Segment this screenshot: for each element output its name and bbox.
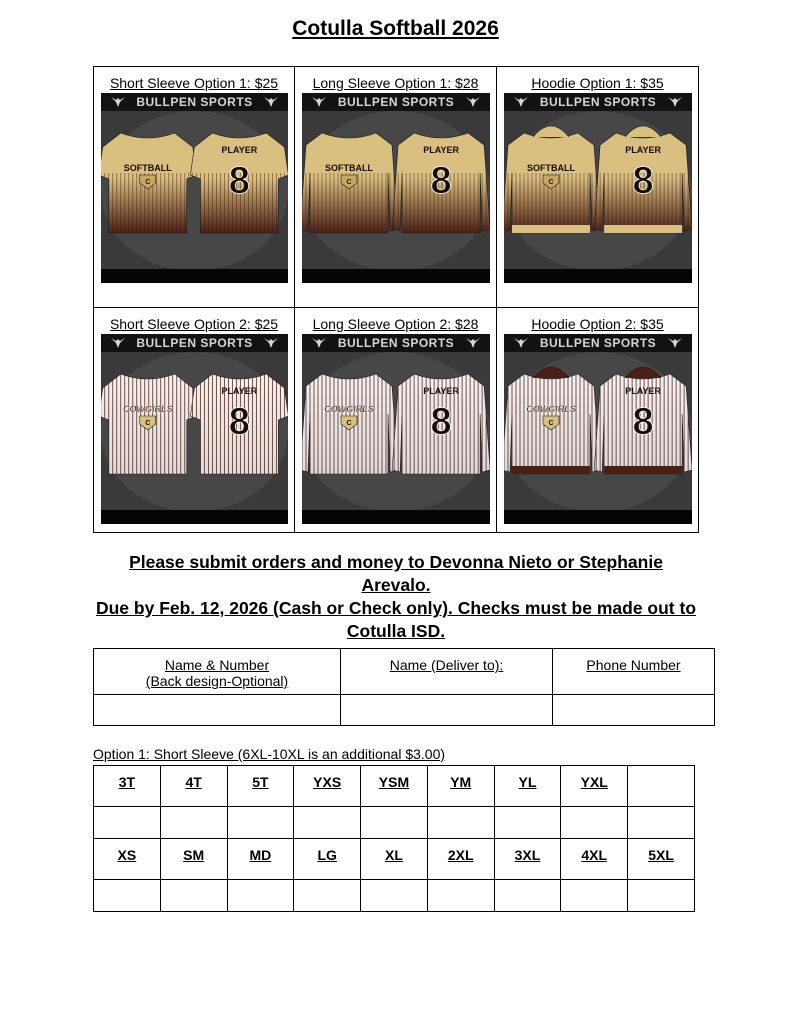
size-header: YXS [294,766,361,807]
brand-name: BULLPEN SPORTS [136,95,253,109]
mockup-footer-bar [101,510,288,524]
quantity-field[interactable] [294,880,361,912]
product-cell [295,67,497,308]
bird-logo-icon [264,337,278,349]
quantity-field[interactable] [361,880,428,912]
name-number-header: Name & Number (Back design-Optional) [94,649,341,695]
back-player-number: 8 [430,160,452,202]
product-mockup-image [504,93,692,283]
front-letter: C [548,179,554,186]
product-label: Short Sleeve Option 1: $25 [109,75,279,91]
garment-illustration [101,352,288,510]
mockup-footer-bar [504,269,692,283]
size-header: 4T [160,766,227,807]
bird-logo-icon [111,96,125,108]
name-number-field[interactable] [94,695,341,726]
product-label: Hoodie Option 1: $35 [531,75,664,91]
bird-logo-icon [312,337,326,349]
size-header: 5T [227,766,294,807]
brand-name: BULLPEN SPORTS [539,95,657,109]
front-chest-text: SOFTBALL [325,163,373,173]
quantity-field[interactable] [561,880,628,912]
quantity-field[interactable] [160,880,227,912]
size-header [628,766,695,807]
size-header: 3T [94,766,161,807]
phone-number-field[interactable] [553,695,715,726]
bird-logo-icon [514,337,528,349]
garment-illustration [504,111,692,269]
quantity-field[interactable] [427,807,494,839]
product-cell [295,308,497,532]
front-chest-text: SOFTBALL [527,163,575,173]
product-label: Long Sleeve Option 1: $28 [312,75,479,91]
product-mockup-image [101,334,288,524]
size-header: 5XL [628,839,695,880]
product-cell [94,308,295,532]
front-chest-text: COWGIRLS [324,404,374,414]
quantity-field[interactable] [427,880,494,912]
deliver-to-header: Name (Deliver to): [341,649,553,695]
size-header: 3XL [494,839,561,880]
brand-banner [101,334,288,352]
option1-size-label: Option 1: Short Sleeve (6XL-10XL is an additional $3.00) [93,746,446,762]
product-label: Long Sleeve Option 2: $28 [312,316,479,332]
quantity-field[interactable] [628,807,695,839]
product-mockup-image [101,93,288,283]
back-player-number: 8 [632,160,654,202]
brand-name: BULLPEN SPORTS [337,336,455,350]
garment-illustration [302,352,490,510]
product-label: Hoodie Option 2: $35 [531,316,664,332]
bird-logo-icon [668,337,682,349]
order-instructions [93,551,699,643]
brand-name: BULLPEN SPORTS [136,336,253,350]
quantity-field[interactable] [94,880,161,912]
size-header: YSM [361,766,428,807]
bird-logo-icon [668,96,682,108]
bird-logo-icon [466,337,480,349]
garment-illustration [504,352,692,510]
product-cell [497,67,698,308]
back-player-number: 8 [632,401,654,443]
product-label: Short Sleeve Option 2: $25 [109,316,279,332]
brand-banner [504,334,692,352]
mockup-footer-bar [302,510,490,524]
mockup-footer-bar [302,269,490,283]
size-header: 4XL [561,839,628,880]
brand-name: BULLPEN SPORTS [539,336,657,350]
quantity-field[interactable] [494,880,561,912]
size-header: YM [427,766,494,807]
front-chest-text: COWGIRLS [123,404,173,414]
brand-banner [504,93,692,111]
page-title: Cotulla Softball 2026 [292,17,499,40]
product-cell [497,308,698,532]
quantity-field[interactable] [494,807,561,839]
back-player-number: 8 [228,160,250,202]
back-player-number: 8 [228,401,250,443]
front-letter: C [346,179,352,186]
quantity-field[interactable] [294,807,361,839]
quantity-field[interactable] [94,807,161,839]
garment-illustration [101,111,288,269]
mockup-footer-bar [504,510,692,524]
product-cell [94,67,295,308]
bird-logo-icon [111,337,125,349]
product-grid [93,66,699,533]
quantity-field[interactable] [628,880,695,912]
deliver-to-field[interactable] [341,695,553,726]
front-letter: C [548,420,554,427]
size-header: SM [160,839,227,880]
bird-logo-icon [264,96,278,108]
size-header: XS [94,839,161,880]
bird-logo-icon [466,96,480,108]
brand-banner [101,93,288,111]
back-player-number: 8 [430,401,452,443]
submit-instructions: Please submit orders and money to Devonna Nieto or Stephanie Arevalo. [129,552,663,595]
brand-name: BULLPEN SPORTS [337,95,455,109]
back-player-name: PLAYER [423,386,459,396]
size-header: YL [494,766,561,807]
bird-logo-icon [514,96,528,108]
front-chest-text: SOFTBALL [123,163,172,173]
phone-number-header: Phone Number [553,649,715,695]
size-header: YXL [561,766,628,807]
back-player-name: PLAYER [221,386,258,396]
quantity-field[interactable] [361,807,428,839]
brand-banner [302,334,490,352]
size-quantity-table [93,765,695,912]
front-letter: C [145,420,151,427]
product-mockup-image [504,334,692,524]
quantity-field[interactable] [227,807,294,839]
front-letter: C [346,420,352,427]
mockup-footer-bar [101,269,288,283]
back-player-name: PLAYER [221,145,258,155]
brand-banner [302,93,490,111]
garment-illustration [302,111,490,269]
bird-logo-icon [312,96,326,108]
front-chest-text: COWGIRLS [526,404,576,414]
size-header: XL [361,839,428,880]
product-mockup-image [302,334,490,524]
product-mockup-image [302,93,490,283]
front-letter: C [145,179,151,186]
back-player-name: PLAYER [423,145,459,155]
due-date-instructions: Due by Feb. 12, 2026 (Cash or Check only). Checks must be made out to Cotulla ISD. [95,598,697,641]
quantity-field[interactable] [160,807,227,839]
quantity-field[interactable] [561,807,628,839]
order-info-table [93,648,715,726]
back-player-name: PLAYER [625,386,661,396]
size-header: MD [227,839,294,880]
size-header: LG [294,839,361,880]
size-header: 2XL [427,839,494,880]
back-player-name: PLAYER [625,145,661,155]
quantity-field[interactable] [227,880,294,912]
